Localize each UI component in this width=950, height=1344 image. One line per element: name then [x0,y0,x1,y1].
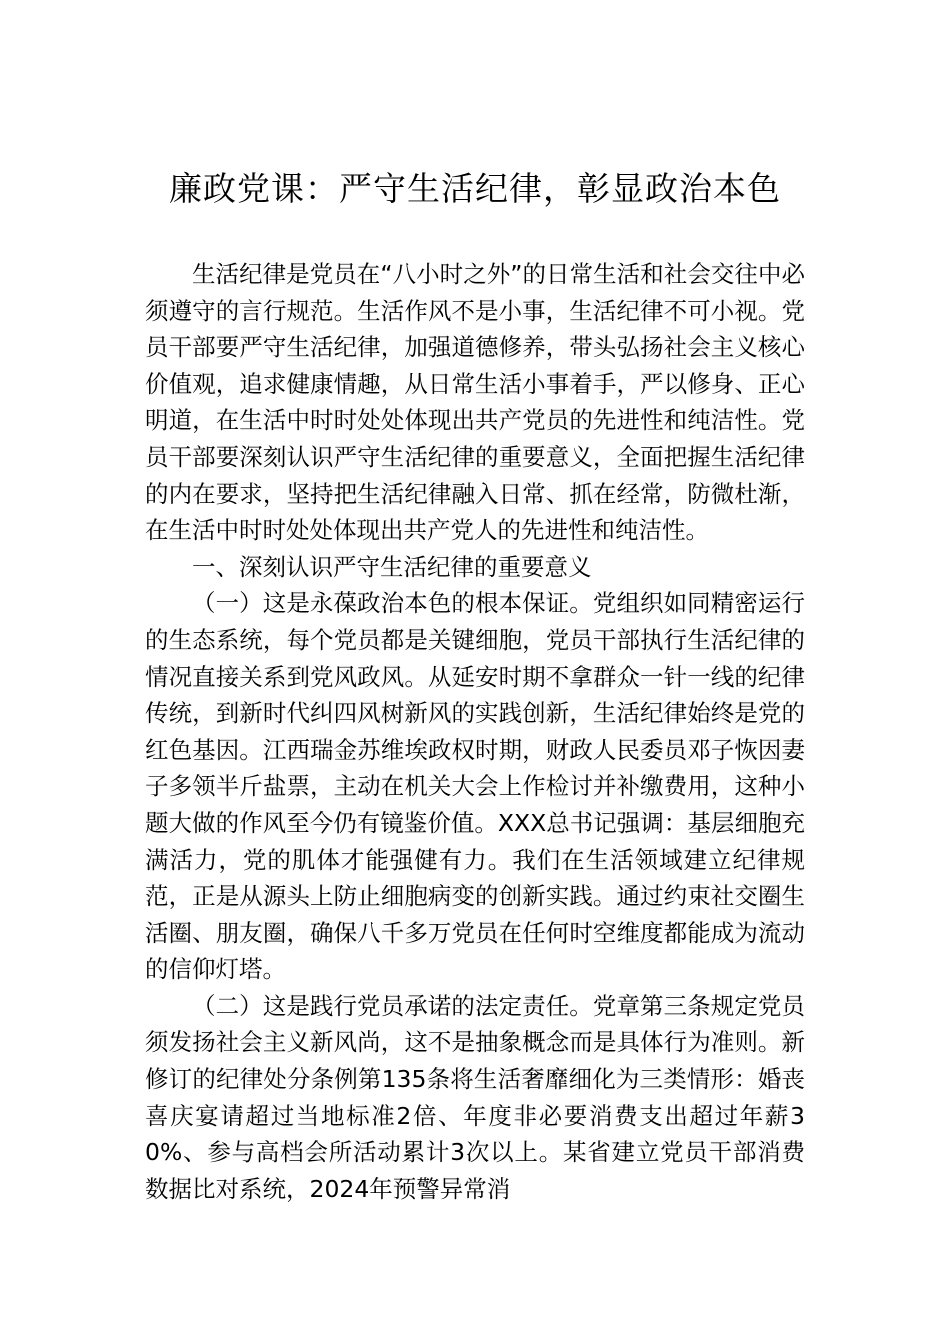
body-paragraph-1: （一）这是永葆政治本色的根本保证。党组织如同精密运行的生态系统，每个党员都是关键细胞，党员干部执行生活纪律的情况直接关系到党风政风。从延安时期不拿群众一针一线的纪律传统，到新时代纠四风树新风的实践创新，生活纪律始终是党的红色基因。江西瑞金苏维埃政权时期，财政人民委员邓子恢因妻子多领半斤盐票，主动在机关大会上作检讨并补缴费用，这种小题大做的作风至今仍有镜鉴价值。XXX总书记强调：基层细胞充满活力，党的肌体才能强健有力。我们在生活领域建立纪律规范，正是从源头上防止细胞病变的创新实践。通过约束社交圈生活圈、朋友圈，确保八千多万党员在任何时空维度都能成为流动的信仰灯塔。 [145,589,805,984]
body-paragraph-2: （二）这是践行党员承诺的法定责任。党章第三条规定党员须发扬社会主义新风尚，这不是抽象概念而是具体行为准则。新修订的纪律处分条例第135条将生活奢靡细化为三类情形：婚丧喜庆宴请超过当地标准2倍、年度非必要消费支出超过年薪30%、参与高档会所活动累计3次以上。某省建立党员干部消费数据比对系统，2024年预警异常消 [145,991,805,1203]
section-heading: 一、深刻认识严守生活纪律的重要意义 [192,552,592,581]
document-body [145,256,805,1207]
document-title: 廉政党课：严守生活纪律，彰显政治本色 [169,169,781,208]
intro-paragraph: 生活纪律是党员在“八小时之外”的日常生活和社会交往中必须遵守的言行规范。生活作风不是小事，生活纪律不可小视。党员干部要严守生活纪律，加强道德修养，带头弘扬社会主义核心价值观，追求健康情趣，从日常生活小事着手，严以修身、正心明道，在生活中时时处处体现出共产党员的先进性和纯洁性。党员干部要深刻认识严守生活纪律的重要意义，全面把握生活纪律的内在要求，坚持把生活纪律融入日常、抓在经常，防微杜渐，在生活中时时处处体现出共产党人的先进性和纯洁性。 [145,260,805,545]
